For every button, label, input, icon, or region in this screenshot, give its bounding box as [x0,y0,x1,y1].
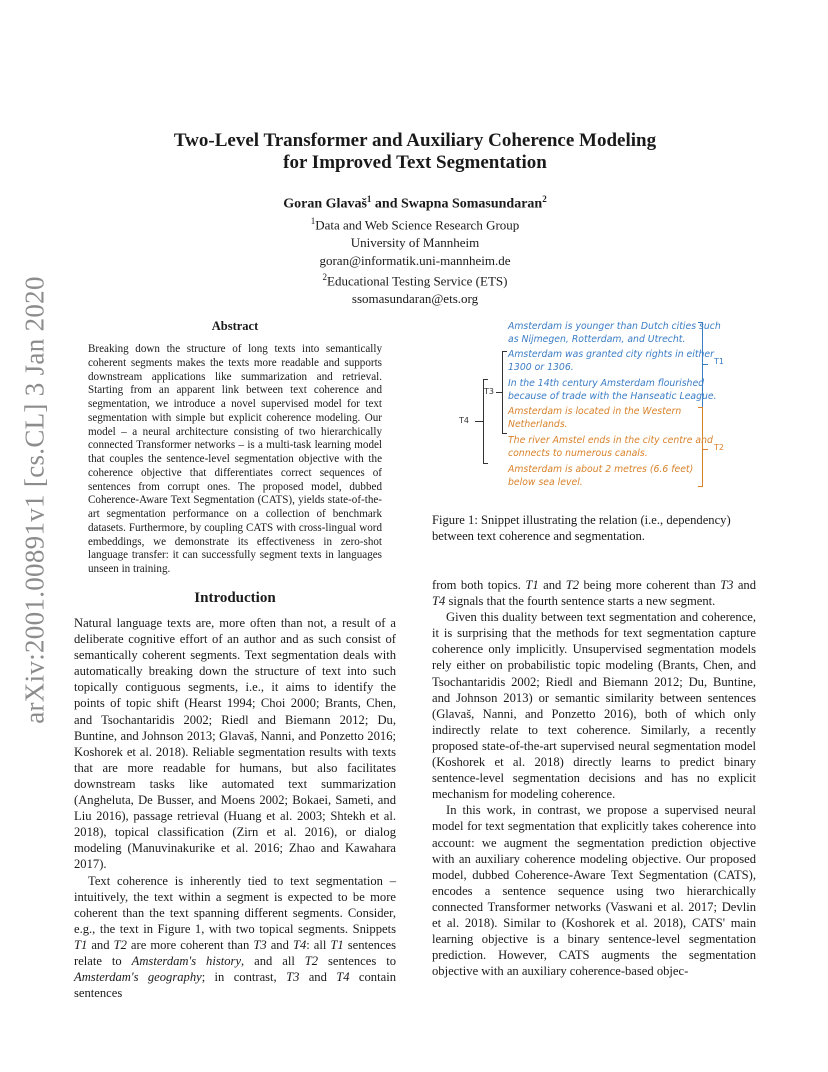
rp0-t2: T2 [565,578,580,592]
introduction-heading: Introduction [194,590,276,606]
rp0-t4: T4 [432,594,446,609]
p2-text: Text coherence is inherently tied to text segmentation – intuitively, the text within a segment is expected to be more coherent than the text spanning different segments. Consider, e.g., the text in Figure 1, with two topical segments. Snippets [74,873,396,936]
p2-t1: T1 [330,937,344,952]
p2-text: sentences to [318,953,396,968]
p2-t2: T2 [113,937,127,952]
p2-text: are more coherent than [126,937,254,952]
left-column [74,590,396,1001]
aff1-name: Data and Web Science Research Group [315,217,520,233]
abstract-heading: Abstract [211,319,259,333]
t4-bracket [483,379,488,464]
rp0-text: from both topics. [432,578,526,592]
p2-text: and [87,937,114,952]
p2-text: sentences relate to [74,937,397,968]
t1-label: T1 [714,357,724,366]
t1-bracket [698,322,703,408]
figure-sentence-5b: connects to numerous canals. [508,448,648,459]
t1-bracket-tick [702,364,708,365]
abstract-text: Breaking down the structure of long texts into semantically coherent segments makes the texts more readable and supports downstream applications like summarization and retrieval. Starting from an apparent link between text coherence and segmentation, we introduce a novel supervised model for text segmentation with simple but explicit coherence modeling. Our model – a neural architecture consisting of two hierarchically connected Transformer networks – is a multi-task learning model that couples the sentence-level segmentation objective with the coherence objective that differentiates correct sequences of sentences from corrupt ones. The proposed model, dubbed Coherence-Aware Text Segmentation (CATS), yields state-of-the-art segmentation performance on a collection of benchmark datasets. Furthermore, by coupling CATS with cross-lingual word embeddings, we demonstrate its effectiveness in zero-shot language transfer: it can successfully segment texts in languages unseen in training. [88,343,382,575]
p2-history: Amsterdam's history [131,953,242,968]
p2-text: and [299,970,337,985]
rp0-text: and [733,578,757,592]
figure-sentence-3b: because of trade with the Hanseatic League. [508,391,717,402]
affiliation-2 [100,269,730,290]
p2-text: contain sentences [74,970,396,1001]
rp0-t3: T3 [720,578,734,592]
rp0-text: being more coherent than [579,578,721,592]
figure-caption: Figure 1: Snippet illustrating the relation (i.e., dependency) between text coherence and segmentation. [432,513,731,543]
aff2-sup: 2 [322,272,328,283]
author-1: Goran Glavaš [283,196,367,212]
author-block [100,191,730,308]
t4-label: T4 [459,416,469,425]
author-2-sup: 2 [542,194,547,204]
t2-bracket [698,407,703,487]
affiliation-1 [100,213,730,234]
author-1-sup: 1 [366,194,372,204]
t3-bracket-tick [496,392,502,393]
affiliation-2-email: ssomasundaran@ets.org [351,291,479,307]
t2-label: T2 [714,443,724,452]
right-column [432,577,756,979]
paper-title [100,130,730,174]
figure-sentence-2b: 1300 or 1306. [508,362,574,373]
p2-t4: T4 [292,937,307,952]
title-line-2: for Improved Text Segmentation [283,152,547,173]
figure-sentence-1b: as Nijmegen, Rotterdam, and Utrecht. [508,334,686,345]
rp0-text: and [538,578,566,592]
right-paragraph-2: In this work, in contrast, we propose a supervised neural model for text segmentation that explicitly takes coherence into account: we augment the segmentation prediction objective with an auxiliary coherence modeling objective. Our proposed model, dubbed Coherence-Aware Text Segmentation (CATS), encodes a sentence sequence using two hierarchically connected Transformer networks (Vaswani et al. 2017; Devlin et al. 2018). Similar to (Koshorek et al. 2018), CATS' main learning objective is a binary sentence-level segmentation prediction. However, CATS augments the segmentation objective with an auxiliary coherence-based objec- [432,803,756,979]
right-paragraph-1: Given this duality between text segmentation and coherence, it is surprising that the methods for text segmentation capture coherence only implicitly. Unsupervised segmentation models rely either on probabilistic topic modeling (Brants, Chen, and Tsochantaridis 2002; Riedl and Biemann 2012; Du, Buntine, and Johnson 2013) or semantic similarity between sentences (Glavaš, Nanni, and Ponzetto 2016), both of which only indirectly relate to text coherence. Similarly, a recently proposed state-of-the-art supervised neural segmentation model (Koshorek et al. 2018) directly learns to predict binary sentence-level segmentation decisions and has no explicit mechanism for modeling coherence. [432,610,756,802]
aff1-sup: 1 [310,216,316,227]
intro-paragraph-2 [74,873,396,1002]
title-line-1: Two-Level Transformer and Auxiliary Coherence Modeling [173,130,657,151]
p2-t3: T3 [253,937,267,952]
t2-bracket-tick [702,449,708,450]
rp0-t1: T1 [525,578,539,592]
arxiv-identifier: arXiv:2001.00891v1 [cs.CL] 3 Jan 2020 [19,276,50,724]
author-names [100,191,730,213]
t4-bracket-tick [475,421,483,422]
t3-bracket [502,351,507,434]
affiliation-1-university: University of Mannheim [350,235,480,251]
arxiv-sidebar [10,276,60,724]
p2-t2: T2 [304,953,319,968]
p2-geography: Amsterdam's geography [74,970,202,985]
p2-text: , and all [241,953,305,968]
figure-1 [455,315,755,495]
p2-t4: T4 [336,970,350,985]
figure-sentence-6b: below sea level. [508,477,583,488]
rp0-text: signals that the fourth sentence starts a new segment. [445,594,716,609]
figure-sentence-4b: Netherlands. [508,419,568,430]
author-2: Swapna Somasundaran [400,196,543,212]
p2-t1: T1 [74,937,88,952]
figure-sentence-2a: Amsterdam was granted city rights in either [508,349,714,360]
t3-label: T3 [484,387,494,396]
figure-sentence-6a: Amsterdam is about 2 metres (6.6 feet) [508,464,694,475]
aff2-name: Educational Testing Service (ETS) [327,273,508,289]
p2-t3: T3 [286,970,300,985]
p2-text: and [266,937,293,952]
figure-sentence-1a: Amsterdam is younger than Dutch cities such [508,321,721,332]
author-and: and [371,196,401,212]
p2-text: ; in contrast, [201,970,287,985]
right-paragraph-0 [432,577,756,609]
figure-sentence-5a: The river Amstel ends in the city centre and [508,435,713,446]
affiliation-1-email: goran@informatik.uni-mannheim.de [319,252,511,268]
p2-text: : all [306,937,331,952]
figure-sentence-4a: Amsterdam is located in the Western [508,406,682,417]
intro-paragraph-1: Natural language texts are, more often than not, a result of a deliberate cognitive effort of an author and as such consist of semantically coherent segments. Text segmentation deals with automatically breaking down the structure of text into such topically contiguous segments, i.e., it aims to identify the points of topic shift (Hearst 1994; Choi 2000; Brants, Chen, and Tsochantaridis 2002; Riedl and Biemann 2012; Du, Buntine, and Johnson 2013; Glavaš, Nanni, and Ponzetto 2016; Koshorek et al. 2018). Reliable segmentation results with texts that are more readable for humans, but also facilitates downstream tasks like automated text summarization (Angheluta, De Busser, and Moens 2002; Bokaei, Sameti, and Liu 2016), passage retrieval (Huang et al. 2003; Shtekh et al. 2018), topical classification (Zirn et al. 2016), or dialog modeling (Manuvinakurike et al. 2016; Zhao and Kawahara 2017). [74,616,396,872]
figure-sentence-3a: In the 14th century Amsterdam flourished [508,378,705,389]
